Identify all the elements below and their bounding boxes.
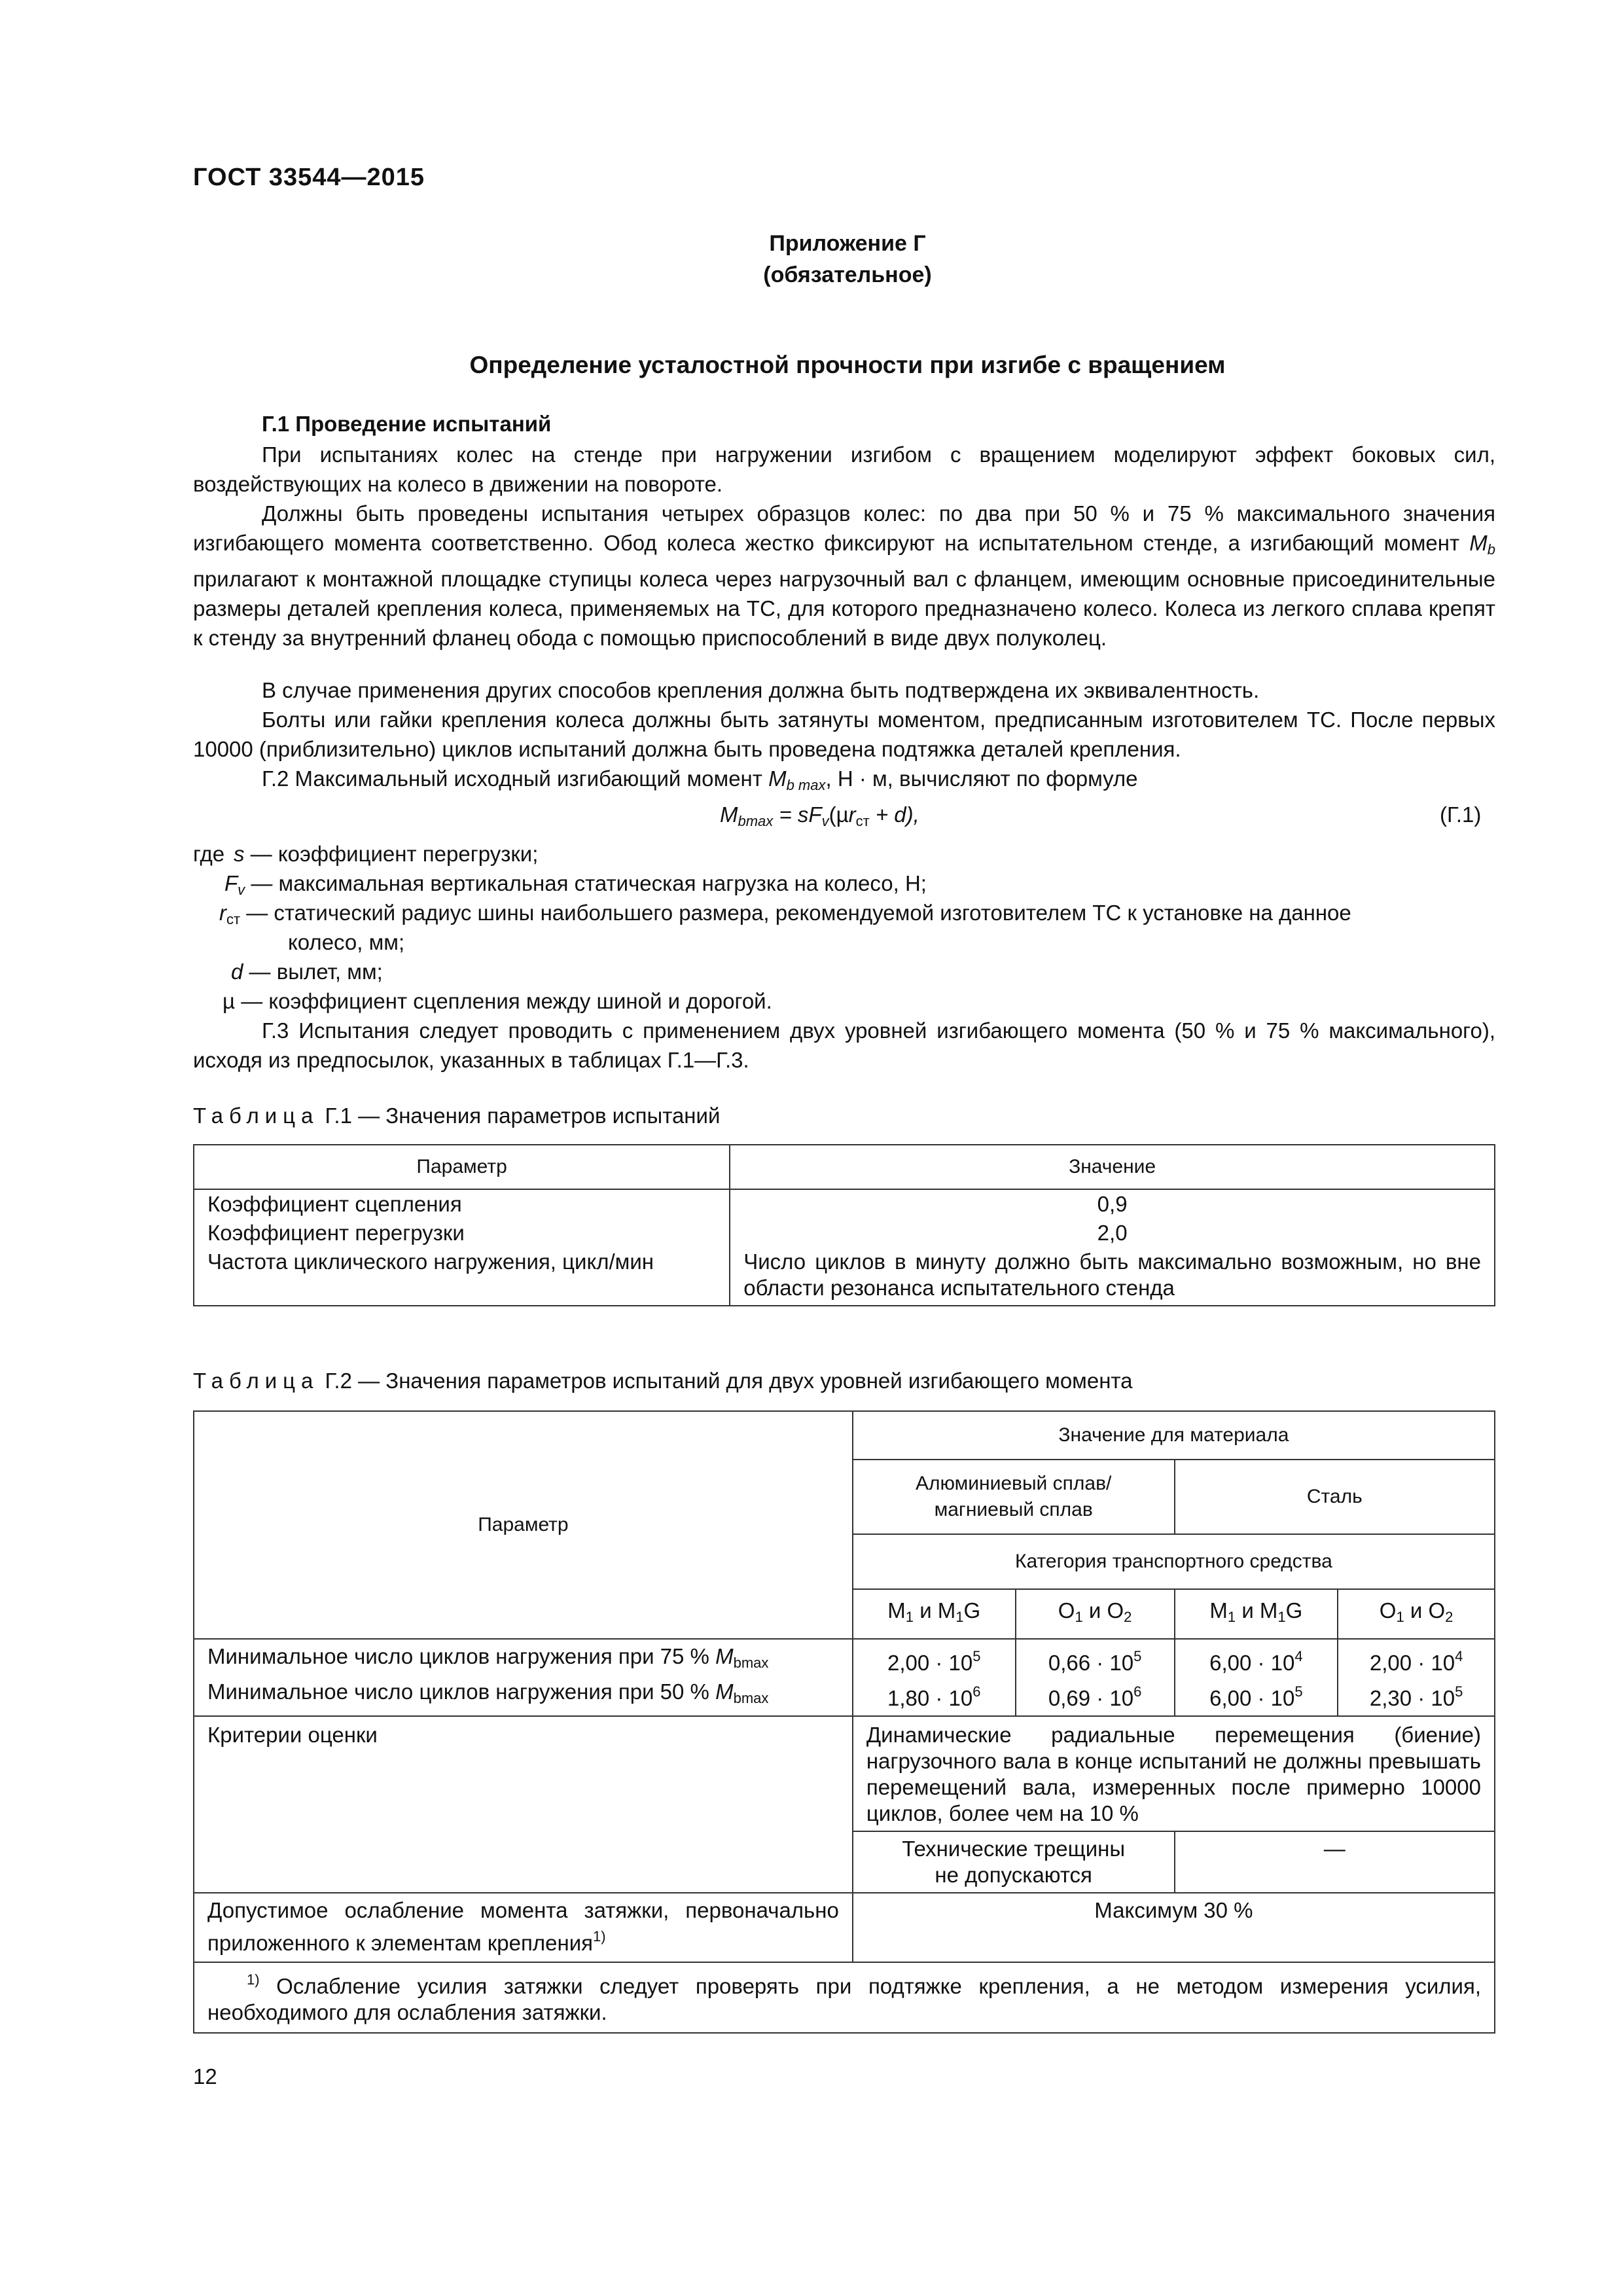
table-cell: 0,9 [730,1189,1495,1219]
footnote-mark: 1) [247,1971,260,1988]
cat-mid: и M [1236,1598,1278,1623]
cat-mid: и O [1082,1598,1124,1623]
appendix-title: Приложение Г [769,231,926,256]
formula [720,800,919,836]
def-text: — вылет, мм; [249,960,383,984]
row50-sym: M [715,1679,734,1704]
paragraph-g1-2 [193,499,1495,653]
def-symbol: F [224,871,238,895]
table-header-value: Значение для материала [853,1411,1495,1460]
criteria-label: Критерии оценки [194,1716,853,1893]
formula-mid: (µ [829,802,849,827]
cat-a-sub: 1 [1075,1609,1083,1625]
value-mantissa: 1,80 · 10 [887,1686,973,1710]
definition-s [234,839,538,869]
cat-a-sub: 1 [1396,1609,1404,1625]
cat-mid: и O [1404,1598,1446,1623]
cracks-text: Технические трещины не допускаются [853,1831,1175,1893]
def-text: — статический радиус шины наибольшего размера, рекомендуемой изготовителем ТС к установке на данное [246,901,1351,925]
cat-tail: G [1285,1598,1303,1623]
where-label: где [193,842,225,866]
category-cell [853,1589,1016,1639]
value-mantissa: 6,00 · 10 [1209,1651,1295,1675]
row75-label [194,1639,853,1676]
table-cell: Коэффициент перегрузки [194,1219,730,1247]
cat-b-sub: 2 [1124,1609,1132,1625]
table-cell: 2,0 [730,1219,1495,1247]
row50-sym-sub: bmax [733,1690,769,1706]
def-text: — коэффициент перегрузки; [250,842,539,866]
row75-sym-sub: bmax [733,1655,769,1671]
def-text: — коэффициент сцепления между шиной и дорогой. [241,989,772,1013]
definition-rst-cont: колесо, мм; [288,930,405,954]
cat-a: O [1058,1598,1075,1623]
formula-f-sub: v [821,813,829,829]
page-number: 12 [193,2064,217,2089]
def-text: — максимальная вертикальная статическая нагрузка на колесо, Н; [251,871,927,895]
loosen-value: Максимум 30 % [853,1893,1495,1962]
appendix-heading: Определение усталостной прочности при изгибе с вращением [469,351,1226,378]
cat-a: M [887,1598,906,1623]
value-exponent: 6 [972,1683,981,1700]
def-symbol-sub: v [238,882,245,898]
row50-label-text: Минимальное число циклов нагружения при 50 % [207,1679,709,1704]
value-exponent: 4 [1455,1648,1463,1664]
formula-lhs-sub: bmax [738,813,774,829]
value-exponent: 6 [1133,1683,1142,1700]
g2-text-a: Г.2 Максимальный исходный изгибающий момент [262,766,762,791]
formula-eq: = s [773,802,809,827]
appendix-status: (обязательное) [763,262,932,287]
loosen-label [194,1893,853,1962]
value-mantissa: 0,66 · 10 [1048,1651,1134,1675]
table-row [194,1676,1495,1716]
category-cell [1175,1589,1338,1639]
def-symbol: d [231,960,243,984]
footnote-text: Ослабление усилия затяжки следует проверять при подтяжке крепления, а не методом измерения усилия, необходимого для ослабления затяжки. [207,1974,1482,2024]
moment-symbol-sub: b [1487,541,1495,558]
paragraph-g1-2-part-a: Должны быть проведены испытания четырех образцов колес: по два при 50 % и 75 % максимального значения изгибающего момента соответственно. Обод колеса жестко фиксируют на испытательном стенде, а изгибающий момент [193,501,1495,555]
table-cell [853,1639,1016,1676]
table2-caption-rest: Г.2 — Значения параметров испытаний для двух уровней изгибающего момента [319,1369,1133,1393]
moment-symbol: M [1469,531,1488,555]
value-mantissa: 2,00 · 10 [1369,1651,1455,1675]
table-header-param: Параметр [194,1411,853,1639]
table-header-category: Категория транспортного средства [853,1534,1495,1589]
cat-a: O [1379,1598,1397,1623]
formula-lhs: M [720,802,738,827]
section-title-g1: Г.1 Проведение испытаний [262,412,552,436]
def-symbol: s [234,842,245,866]
g2-symbol-sub: b max [786,777,826,793]
table1-caption-rest: Г.1 — Значения параметров испытаний [319,1103,721,1128]
table-g1 [193,1144,1495,1306]
value-mantissa: 6,00 · 10 [1209,1686,1295,1710]
paragraph-g1-1: При испытаниях колес на стенде при нагружении изгибом с вращением моделируют эффект боковых сил, воздействующих на колесо в движении на повороте. [193,442,1495,496]
table-cell: Частота циклического нагружения, цикл/мин [194,1247,730,1306]
value-exponent: 5 [972,1648,981,1664]
paragraph-g3: Г.3 Испытания следует проводить с применением двух уровней изгибающего момента (50 % и 75 % максимального), исходя из предпосылок, указанных в таблицах Г.1—Г.3. [193,1018,1495,1072]
table-cell [1338,1676,1495,1716]
row50-label [194,1676,853,1716]
row75-sym: M [715,1644,734,1668]
value-exponent: 5 [1133,1648,1142,1664]
cat-a-sub: 1 [1227,1609,1236,1625]
table2-caption-word: Таблица [193,1369,319,1393]
cat-a-sub: 1 [905,1609,914,1625]
value-mantissa: 0,69 · 10 [1048,1686,1134,1710]
table-row [194,1639,1495,1676]
table-header-cell: Параметр [194,1145,730,1189]
table-row [194,1247,1495,1306]
paragraph-g1-3: В случае применения других способов крепления должна быть подтверждена их эквивалентность. [262,678,1260,702]
paragraph-g2 [262,764,1495,800]
table-cell [1338,1639,1495,1676]
cracks-steel: — [1175,1831,1495,1893]
def-symbol-sub: ст [226,911,241,927]
cat-b-sub: 1 [955,1609,964,1625]
table-cell [1016,1639,1175,1676]
table-row [194,1219,1495,1247]
def-symbol: µ [223,989,236,1013]
table-cell: Число циклов в минуту должно быть максимально возможным, но вне области резонанса испытательного стенда [730,1247,1495,1306]
definition-rst [219,898,1499,934]
table-header-steel: Сталь [1175,1460,1495,1534]
formula-end: + d), [869,802,919,827]
definition-d [231,957,383,986]
cat-tail: G [963,1598,981,1623]
table2-caption [193,1366,1133,1395]
table-cell [1016,1676,1175,1716]
table-cell [1175,1676,1338,1716]
formula-number: (Г.1) [1440,802,1482,827]
document-number: ГОСТ 33544—2015 [193,164,425,191]
table-g2 [193,1410,1495,2034]
def-symbol: r [219,901,226,925]
paragraph-g1-4: Болты или гайки крепления колеса должны быть затянуты моментом, предписанным изготовителем ТС. После первых 10000 (приблизительно) циклов испытаний должна быть проведена подтяжка деталей крепления. [193,708,1495,761]
table-cell [1175,1639,1338,1676]
table-cell [853,1676,1016,1716]
row75-label-text: Минимальное число циклов нагружения при 75 % [207,1644,709,1668]
category-cell [1016,1589,1175,1639]
cat-b-sub: 2 [1445,1609,1454,1625]
loosen-footnote-ref: 1) [593,1928,606,1945]
paragraph-g1-2-part-b: прилагают к монтажной площадке ступицы колеса через нагрузочный вал с фланцем, имеющим основные присоединительные размеры деталей крепления колеса, применяемых на ТС, для которого предназначено колесо. Колеса из легкого сплава крепят к стенду за внутренний фланец обода с помощью приспособлений в виде двух полуколец. [193,567,1495,650]
formula-r-sub: ст [855,813,870,829]
value-mantissa: 2,30 · 10 [1369,1686,1455,1710]
cat-mid: и M [914,1598,956,1623]
loosen-label-text: Допустимое ослабление момента затяжки, первоначально приложенного к элементам крепления [207,1898,839,1955]
cat-b-sub: 1 [1277,1609,1286,1625]
table-header-row [194,1145,1495,1189]
definition-mu [223,986,772,1016]
g2-symbol: M [768,766,787,791]
cat-a: M [1209,1598,1228,1623]
formula-r: r [848,802,856,827]
table1-caption [193,1101,720,1130]
table-footnote [194,1962,1495,2033]
g2-text-b: , Н · м, вычисляют по формуле [825,766,1138,791]
value-exponent: 5 [1294,1683,1303,1700]
value-exponent: 5 [1455,1683,1463,1700]
table-row [194,1893,1495,1962]
table-header-cell: Значение [730,1145,1495,1189]
table1-caption-word: Таблица [193,1103,319,1128]
value-exponent: 4 [1294,1648,1303,1664]
criteria-text: Динамические радиальные перемещения (биение) нагрузочного вала в конце испытаний не должны превышать перемещений вала, измеренных после примерно 10000 циклов, более чем на 10 % [853,1716,1495,1831]
category-cell [1338,1589,1495,1639]
table-row [194,1189,1495,1219]
table-row [194,1716,1495,1831]
table-footnote-row [194,1962,1495,2033]
table-header-alu: Алюминиевый сплав/магниевый сплав [853,1460,1175,1534]
formula-f: F [808,802,822,827]
table-cell: Коэффициент сцепления [194,1189,730,1219]
table-header-row [194,1411,1495,1460]
value-mantissa: 2,00 · 10 [887,1651,973,1675]
